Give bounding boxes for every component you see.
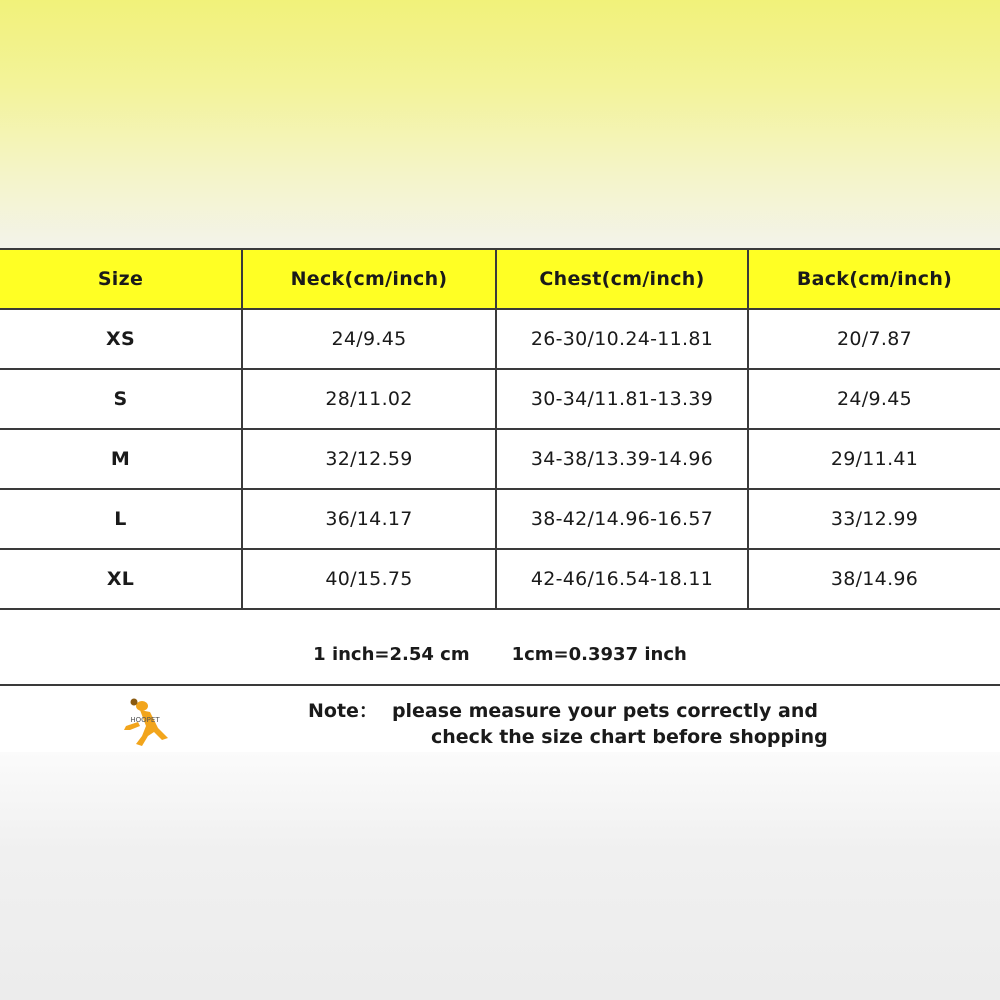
table-row xyxy=(0,549,1000,609)
chest-cell: 30-34/11.81-13.39 xyxy=(496,369,748,429)
top-background-band xyxy=(0,0,1000,248)
table-row xyxy=(0,369,1000,429)
header-chest: Chest(cm/inch) xyxy=(496,249,748,309)
note-text-1: please measure your pets correctly and xyxy=(391,700,818,722)
running-dog-logo-icon xyxy=(100,692,190,752)
logo-text: HOOPET xyxy=(130,716,160,724)
header-neck: Neck(cm/inch) xyxy=(242,249,496,309)
note-line-2: check the size chart before shopping xyxy=(431,726,828,748)
chest-cell: 26-30/10.24-11.81 xyxy=(496,309,748,369)
note-area xyxy=(0,686,1000,752)
note-label: Note： xyxy=(308,700,378,722)
size-cell: S xyxy=(0,369,242,429)
chest-cell: 34-38/13.39-14.96 xyxy=(496,429,748,489)
cm-to-inch-text: 1cm=0.3937 inch xyxy=(511,643,687,665)
header-back: Back(cm/inch) xyxy=(748,249,1000,309)
back-cell: 20/7.87 xyxy=(748,309,1000,369)
neck-cell: 32/12.59 xyxy=(242,429,496,489)
table-row xyxy=(0,309,1000,369)
size-cell: XL xyxy=(0,549,242,609)
bottom-background-band xyxy=(0,752,1000,1000)
size-cell: M xyxy=(0,429,242,489)
table-row xyxy=(0,429,1000,489)
header-size: Size xyxy=(0,249,242,309)
back-cell: 29/11.41 xyxy=(748,429,1000,489)
table-row xyxy=(0,489,1000,549)
neck-cell: 40/15.75 xyxy=(242,549,496,609)
table-header-row xyxy=(0,249,1000,309)
back-cell: 33/12.99 xyxy=(748,489,1000,549)
size-chart-sheet xyxy=(0,248,1000,752)
chest-cell: 42-46/16.54-18.11 xyxy=(496,549,748,609)
inch-to-cm-text: 1 inch=2.54 cm xyxy=(313,643,470,665)
chest-cell: 38-42/14.96-16.57 xyxy=(496,489,748,549)
neck-cell: 28/11.02 xyxy=(242,369,496,429)
size-chart-table xyxy=(0,248,1000,610)
back-cell: 38/14.96 xyxy=(748,549,1000,609)
size-cell: L xyxy=(0,489,242,549)
unit-conversion-row xyxy=(0,624,1000,686)
neck-cell: 24/9.45 xyxy=(242,309,496,369)
size-cell: XS xyxy=(0,309,242,369)
note-line-1 xyxy=(308,696,818,723)
neck-cell: 36/14.17 xyxy=(242,489,496,549)
back-cell: 24/9.45 xyxy=(748,369,1000,429)
